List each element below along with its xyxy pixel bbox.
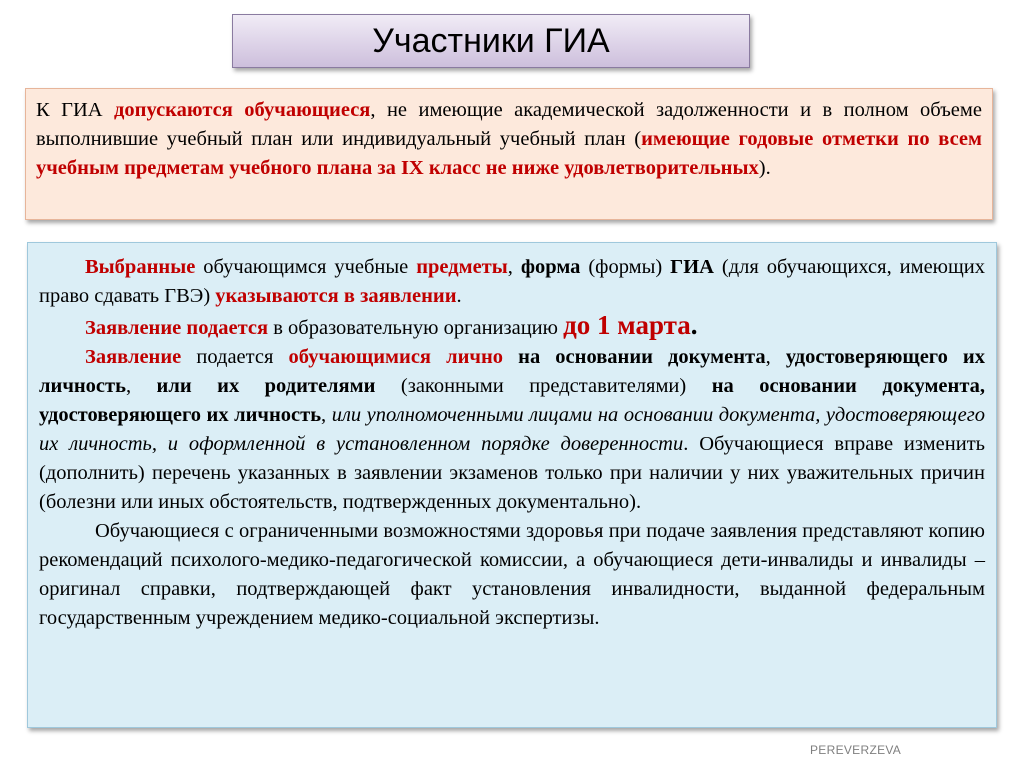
submission-bold-3: или их родителями (156, 375, 376, 397)
admission-highlight-1: допускаются обучающиеся (114, 99, 371, 121)
deadline-paragraph (39, 311, 985, 343)
submission-bold-2: удостоверяющего их личность (39, 346, 985, 397)
subjects-text-3: (формы) (580, 256, 671, 278)
subjects-text-5: . (456, 285, 462, 307)
submission-paragraph (39, 343, 985, 517)
admission-text-3: ). (758, 157, 771, 179)
submission-bold-4: на основании документа, удостоверяющего их личность (39, 375, 986, 426)
subjects-text-2: , (507, 256, 521, 278)
submission-italic: или уполномоченными лицами на основании документа, удостоверяющего их личность, и оформленной в установленном порядке доверенности (39, 404, 985, 455)
admission-text-2: , не имеющие академической задолженности и в полном объеме выполнившие учебный план или индивидуальный учебный план ( (36, 99, 982, 150)
subjects-text-4: (для обучающихся, имеющих право сдавать ГВЭ) (39, 256, 985, 307)
application-block (27, 242, 997, 728)
deadline-text-1: в образовательную организацию (268, 317, 564, 339)
admission-highlight-2: имеющие годовые отметки по всем учебным предметам учебного плана за IX класс не ниже удовлетворительных (36, 128, 982, 179)
slide-title: Участники ГИА (372, 21, 610, 60)
submission-highlight-2: обучающимися лично (288, 346, 504, 368)
submission-text-1: подается (181, 346, 289, 368)
footer-author: PEREVERZEVA (810, 743, 902, 757)
admission-text-1: К ГИА (36, 99, 115, 121)
subjects-bold-2: ГИА (670, 256, 714, 278)
submission-text-5: , (321, 404, 332, 426)
subjects-text-1: обучающимся учебные (195, 256, 417, 278)
submission-text-4: (законными представителями) (375, 375, 712, 397)
deadline-highlight-1: Заявление подается (85, 317, 269, 339)
submission-text-3: , (125, 375, 157, 397)
submission-text-2: , (765, 346, 786, 368)
slide-title-box (232, 14, 750, 68)
submission-text-6: . Обучающиеся вправе изменить (дополнить) перечень указанных в заявлении экзаменов только при наличии у них уважительных причин (болезни или иных обстоятельств, подтвержденных документально). (39, 433, 985, 513)
subjects-highlight-1: Выбранные (85, 256, 196, 278)
submission-bold-1: на основании документа (503, 346, 766, 368)
deadline-date: до 1 марта (563, 310, 691, 340)
subjects-highlight-3: указываются в заявлении (215, 285, 457, 307)
subjects-highlight-2: предметы (416, 256, 508, 278)
subjects-paragraph (39, 253, 985, 311)
subjects-bold-1: форма (520, 256, 581, 278)
disability-paragraph: Обучающиеся с ограниченными возможностями здоровья при подаче заявления представляют копию рекомендаций психолого-медико-педагогической комиссии, а обучающиеся дети-инвалиды и инвалиды – оригинал справки, подтверждающей факт установления инвалидности, выданной федеральным государственным учреждением медико-социальной экспертизы. (39, 520, 985, 629)
admission-paragraph (36, 96, 982, 183)
admission-block (25, 88, 993, 220)
submission-highlight-1: Заявление (85, 346, 182, 368)
deadline-period: . (690, 310, 698, 340)
